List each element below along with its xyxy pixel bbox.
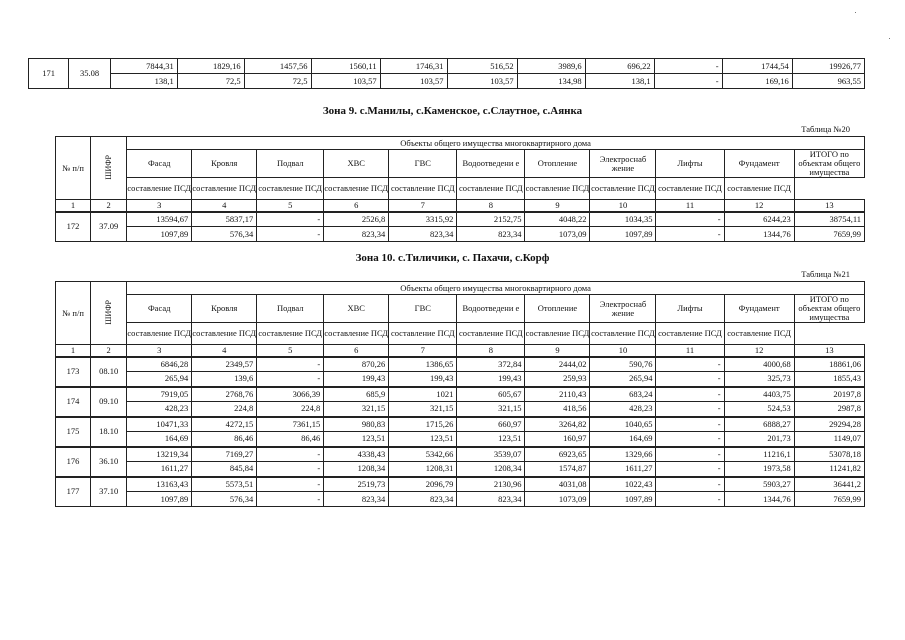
header-index: 12 — [724, 200, 794, 212]
cost-cell: - — [257, 372, 324, 387]
cost-cell: 103,57 — [311, 74, 380, 89]
cost-cell: 1034,35 — [590, 212, 656, 227]
cost-cell: 7919,05 — [127, 387, 192, 402]
cost-cell: 13163,43 — [127, 477, 192, 492]
header-index: 4 — [192, 200, 257, 212]
cost-cell: 1208,34 — [457, 462, 525, 477]
header-column: Лифты — [656, 295, 724, 323]
cost-cell: 2096,79 — [389, 477, 457, 492]
header-column: Фасад — [127, 295, 192, 323]
cost-cell: 1855,43 — [794, 372, 864, 387]
cost-cell: 86,46 — [192, 432, 257, 447]
header-index: 10 — [590, 345, 656, 357]
cost-cell: 685,9 — [324, 387, 389, 402]
header-sub: составление ПСД — [724, 178, 794, 200]
header-index: 11 — [656, 200, 724, 212]
cost-cell: 1744,54 — [722, 59, 792, 74]
header-sub: составление ПСД — [525, 323, 590, 345]
cost-cell: 823,34 — [457, 227, 525, 242]
cost-cell: 3066,39 — [257, 387, 324, 402]
cost-cell: 1073,09 — [525, 227, 590, 242]
header-column: Водоотведени е — [457, 150, 525, 178]
header-column: ХВС — [324, 150, 389, 178]
cost-cell: 3315,92 — [389, 212, 457, 227]
cost-cell: - — [656, 227, 724, 242]
header-column: ХВС — [324, 295, 389, 323]
row-code: 36.10 — [91, 447, 127, 477]
table-row — [56, 432, 865, 447]
table-row — [56, 477, 865, 492]
cost-cell: 13594,67 — [127, 212, 192, 227]
cost-cell: 2768,76 — [192, 387, 257, 402]
scan-dot — [855, 12, 856, 13]
table-row — [56, 212, 865, 227]
header-sub: составление ПСД — [324, 323, 389, 345]
cost-cell: 3989,6 — [517, 59, 585, 74]
header-index: 2 — [91, 345, 127, 357]
cost-cell: - — [257, 357, 324, 372]
cost-cell: - — [257, 447, 324, 462]
header-index: 13 — [794, 200, 864, 212]
cost-cell: 372,84 — [457, 357, 525, 372]
cost-cell: 5903,27 — [724, 477, 794, 492]
cost-cell: 72,5 — [244, 74, 311, 89]
cost-cell: 11216,1 — [724, 447, 794, 462]
table-row — [29, 59, 865, 74]
cost-cell: 524,53 — [724, 402, 794, 417]
cost-cell: - — [656, 402, 724, 417]
header-sub: составление ПСД — [257, 323, 324, 345]
cost-cell: 3539,07 — [457, 447, 525, 462]
header-group-row — [56, 282, 865, 295]
header-index-row — [56, 200, 865, 212]
cost-cell: 6888,27 — [724, 417, 794, 432]
cost-cell: 1073,09 — [525, 492, 590, 507]
header-index: 1 — [56, 200, 91, 212]
cost-cell: 321,15 — [457, 402, 525, 417]
header-index: 7 — [389, 345, 457, 357]
cost-cell: 1746,31 — [380, 59, 447, 74]
cost-cell: 1344,76 — [724, 227, 794, 242]
cost-cell: 5837,17 — [192, 212, 257, 227]
header-index: 10 — [590, 200, 656, 212]
cost-cell: 103,57 — [380, 74, 447, 89]
row-number: 175 — [56, 417, 91, 447]
cost-cell: 823,34 — [324, 227, 389, 242]
table-row — [56, 447, 865, 462]
header-column: Лифты — [656, 150, 724, 178]
cost-cell: 4338,43 — [324, 447, 389, 462]
cost-cell: 1611,27 — [127, 462, 192, 477]
header-group: Объекты общего имущества многоквартирного дома — [127, 282, 865, 295]
header-index-row — [56, 345, 865, 357]
header-index: 6 — [324, 345, 389, 357]
cost-cell: 576,34 — [192, 227, 257, 242]
cost-cell: 1329,66 — [590, 447, 656, 462]
cost-cell: 980,83 — [324, 417, 389, 432]
header-sub: составление ПСД — [257, 178, 324, 200]
cost-cell: 418,56 — [525, 402, 590, 417]
scan-dot — [889, 38, 890, 39]
cost-cell: 2987,8 — [794, 402, 864, 417]
header-index: 9 — [525, 200, 590, 212]
header-num: № п/п — [56, 137, 91, 200]
cost-cell: 3264,82 — [525, 417, 590, 432]
cost-cell: 1386,65 — [389, 357, 457, 372]
cost-cell: 963,55 — [792, 74, 864, 89]
header-columns-row — [56, 295, 865, 323]
header-column: Фундамент — [724, 295, 794, 323]
cost-cell: 823,34 — [324, 492, 389, 507]
header-column: Отопление — [525, 150, 590, 178]
cost-cell: 7844,31 — [110, 59, 177, 74]
header-index: 5 — [257, 345, 324, 357]
header-sub-row — [56, 178, 865, 200]
cost-cell: 1208,31 — [389, 462, 457, 477]
cost-cell: 139,6 — [192, 372, 257, 387]
header-index: 8 — [457, 200, 525, 212]
header-column: ИТОГО по объектам общего имущества — [794, 295, 864, 323]
cost-cell: 845,84 — [192, 462, 257, 477]
row-number: 177 — [56, 477, 91, 507]
cost-cell: 72,5 — [177, 74, 244, 89]
header-index: 6 — [324, 200, 389, 212]
header-index: 5 — [257, 200, 324, 212]
header-sub: составление ПСД — [656, 323, 724, 345]
cost-cell: 138,1 — [585, 74, 654, 89]
header-group-row — [56, 137, 865, 150]
cost-cell: 259,93 — [525, 372, 590, 387]
cost-cell: 823,34 — [457, 492, 525, 507]
zone10-table-number: Таблица №21 — [801, 269, 850, 279]
row-number: 174 — [56, 387, 91, 417]
cost-cell: 29294,28 — [794, 417, 864, 432]
header-index: 7 — [389, 200, 457, 212]
zone9-table — [55, 136, 865, 242]
header-index: 1 — [56, 345, 91, 357]
row-code: 37.09 — [91, 212, 127, 242]
cost-cell: - — [656, 477, 724, 492]
cost-cell: 123,51 — [324, 432, 389, 447]
cost-cell: 321,15 — [389, 402, 457, 417]
header-column: ГВС — [389, 295, 457, 323]
header-code — [91, 282, 127, 345]
cost-cell: 201,73 — [724, 432, 794, 447]
cost-cell: 1560,11 — [311, 59, 380, 74]
cost-cell: - — [654, 59, 722, 74]
cost-cell: 1149,07 — [794, 432, 864, 447]
cost-cell: 6244,23 — [724, 212, 794, 227]
header-sub: составление ПСД — [192, 178, 257, 200]
header-index: 8 — [457, 345, 525, 357]
cost-cell: 4048,22 — [525, 212, 590, 227]
cost-cell: 199,43 — [457, 372, 525, 387]
header-column: Подвал — [257, 295, 324, 323]
cost-cell: 1715,26 — [389, 417, 457, 432]
cost-cell: - — [257, 492, 324, 507]
cost-cell: 1040,65 — [590, 417, 656, 432]
header-index: 9 — [525, 345, 590, 357]
cost-cell: 38754,11 — [794, 212, 864, 227]
header-column: Кровля — [192, 295, 257, 323]
cost-cell: 321,15 — [324, 402, 389, 417]
zone9-title: Зона 9. с.Манилы, с.Каменское, с.Слаутное, с.Аянка — [322, 105, 583, 117]
header-sub-row — [56, 323, 865, 345]
cost-cell: 4031,08 — [525, 477, 590, 492]
row-number: 176 — [56, 447, 91, 477]
cost-cell: - — [656, 357, 724, 372]
cost-cell: 5573,51 — [192, 477, 257, 492]
header-sub: составление ПСД — [127, 178, 192, 200]
header-code-label: ШИФР — [104, 154, 114, 180]
cost-cell: 7169,27 — [192, 447, 257, 462]
cost-cell: 4272,15 — [192, 417, 257, 432]
header-column: Кровля — [192, 150, 257, 178]
cost-cell: 696,22 — [585, 59, 654, 74]
cost-cell: 224,8 — [257, 402, 324, 417]
top-table — [28, 58, 865, 89]
cost-cell: 605,67 — [457, 387, 525, 402]
header-column: ИТОГО по объектам общего имущества — [794, 150, 864, 178]
header-column: Водоотведени е — [457, 295, 525, 323]
cost-cell: 7361,15 — [257, 417, 324, 432]
cost-cell: 1021 — [389, 387, 457, 402]
zone10-title: Зона 10. с.Тиличики, с. Пахачи, с.Корф — [355, 252, 550, 264]
cost-cell: 7659,99 — [794, 492, 864, 507]
header-sub: составление ПСД — [590, 178, 656, 200]
cost-cell: 36441,2 — [794, 477, 864, 492]
cost-cell: 18861,06 — [794, 357, 864, 372]
cost-cell: 2526,8 — [324, 212, 389, 227]
cost-cell: 1097,89 — [590, 492, 656, 507]
cost-cell: 4000,68 — [724, 357, 794, 372]
cost-cell: - — [656, 417, 724, 432]
cost-cell: 123,51 — [457, 432, 525, 447]
cost-cell: 516,52 — [447, 59, 517, 74]
header-columns-row — [56, 150, 865, 178]
header-code-label: ШИФР — [104, 299, 114, 325]
header-index: 3 — [127, 345, 192, 357]
cost-cell: 2130,96 — [457, 477, 525, 492]
cost-cell: - — [257, 227, 324, 242]
cost-cell: 2349,57 — [192, 357, 257, 372]
cost-cell: 590,76 — [590, 357, 656, 372]
cost-cell: 870,26 — [324, 357, 389, 372]
table-row — [56, 372, 865, 387]
cost-cell: 138,1 — [110, 74, 177, 89]
cost-cell: 1829,16 — [177, 59, 244, 74]
cost-cell: 2519,73 — [324, 477, 389, 492]
cost-cell: 1574,87 — [525, 462, 590, 477]
cost-cell: 1097,89 — [590, 227, 656, 242]
cost-cell: 1457,56 — [244, 59, 311, 74]
header-sub: составление ПСД — [127, 323, 192, 345]
cost-cell: 576,34 — [192, 492, 257, 507]
header-sub: составление ПСД — [192, 323, 257, 345]
cost-cell: 164,69 — [127, 432, 192, 447]
row-code: 18.10 — [91, 417, 127, 447]
cost-cell: 2110,43 — [525, 387, 590, 402]
row-code: 37.10 — [91, 477, 127, 507]
cost-cell: - — [257, 212, 324, 227]
table-row — [56, 402, 865, 417]
header-sub: составление ПСД — [590, 323, 656, 345]
cost-cell: 123,51 — [389, 432, 457, 447]
row-number: 172 — [56, 212, 91, 242]
table-row — [56, 417, 865, 432]
cost-cell: - — [257, 462, 324, 477]
cost-cell: 4403,75 — [724, 387, 794, 402]
cost-cell: 1097,89 — [127, 492, 192, 507]
header-code — [91, 137, 127, 200]
header-column: Фасад — [127, 150, 192, 178]
zone10-table — [55, 281, 865, 507]
cost-cell: 19926,77 — [792, 59, 864, 74]
cost-cell: 169,16 — [722, 74, 792, 89]
cost-cell: 53078,18 — [794, 447, 864, 462]
cost-cell: 683,24 — [590, 387, 656, 402]
cost-cell: - — [656, 372, 724, 387]
cost-cell: 265,94 — [127, 372, 192, 387]
cost-cell: 6846,28 — [127, 357, 192, 372]
cost-cell: 10471,33 — [127, 417, 192, 432]
zone9-table-number: Таблица №20 — [801, 124, 850, 134]
cost-cell: - — [656, 432, 724, 447]
table-row — [56, 357, 865, 372]
header-index: 13 — [794, 345, 864, 357]
cost-cell: 199,43 — [389, 372, 457, 387]
cost-cell: 224,8 — [192, 402, 257, 417]
row-code: 08.10 — [91, 357, 127, 387]
table-row — [56, 492, 865, 507]
cost-cell: 86,46 — [257, 432, 324, 447]
cost-cell: 660,97 — [457, 417, 525, 432]
header-index: 12 — [724, 345, 794, 357]
cost-cell: 160,97 — [525, 432, 590, 447]
header-num: № п/п — [56, 282, 91, 345]
header-column: ГВС — [389, 150, 457, 178]
cost-cell: - — [656, 447, 724, 462]
header-index: 11 — [656, 345, 724, 357]
cost-cell: 823,34 — [389, 227, 457, 242]
table-row — [56, 387, 865, 402]
header-column: Электроснаб жение — [590, 295, 656, 323]
cost-cell: 1973,58 — [724, 462, 794, 477]
cost-cell: 428,23 — [590, 402, 656, 417]
header-index: 3 — [127, 200, 192, 212]
header-column: Электроснаб жение — [590, 150, 656, 178]
cost-cell: 6923,65 — [525, 447, 590, 462]
header-sub: составление ПСД — [389, 178, 457, 200]
row-number: 173 — [56, 357, 91, 387]
cost-cell: 1611,27 — [590, 462, 656, 477]
cost-cell: 5342,66 — [389, 447, 457, 462]
cost-cell: 1022,43 — [590, 477, 656, 492]
cost-cell: - — [257, 477, 324, 492]
cost-cell: 20197,8 — [794, 387, 864, 402]
cost-cell: 11241,82 — [794, 462, 864, 477]
cost-cell: 2152,75 — [457, 212, 525, 227]
header-sub: составление ПСД — [656, 178, 724, 200]
cost-cell: 103,57 — [447, 74, 517, 89]
table-row — [29, 74, 865, 89]
cost-cell: 199,43 — [324, 372, 389, 387]
header-column: Отопление — [525, 295, 590, 323]
header-column: Фундамент — [724, 150, 794, 178]
cost-cell: 1097,89 — [127, 227, 192, 242]
header-sub: составление ПСД — [457, 323, 525, 345]
header-sub: составление ПСД — [457, 178, 525, 200]
cost-cell: - — [656, 212, 724, 227]
row-number: 171 — [29, 59, 69, 89]
row-code: 35.08 — [69, 59, 110, 89]
cost-cell: 134,98 — [517, 74, 585, 89]
header-sub: составление ПСД — [324, 178, 389, 200]
header-index: 4 — [192, 345, 257, 357]
header-sub: составление ПСД — [724, 323, 794, 345]
cost-cell: - — [656, 387, 724, 402]
cost-cell: - — [656, 462, 724, 477]
cost-cell: 1208,34 — [324, 462, 389, 477]
cost-cell: 13219,34 — [127, 447, 192, 462]
cost-cell: 2444,02 — [525, 357, 590, 372]
cost-cell: 428,23 — [127, 402, 192, 417]
cost-cell: 1344,76 — [724, 492, 794, 507]
cost-cell: 164,69 — [590, 432, 656, 447]
header-column: Подвал — [257, 150, 324, 178]
cost-cell: 7659,99 — [794, 227, 864, 242]
header-index: 2 — [91, 200, 127, 212]
cost-cell: 325,73 — [724, 372, 794, 387]
cost-cell: - — [654, 74, 722, 89]
table-row — [56, 227, 865, 242]
header-sub: составление ПСД — [389, 323, 457, 345]
row-code: 09.10 — [91, 387, 127, 417]
cost-cell: 265,94 — [590, 372, 656, 387]
header-group: Объекты общего имущества многоквартирного дома — [127, 137, 865, 150]
cost-cell: - — [656, 492, 724, 507]
cost-cell: 823,34 — [389, 492, 457, 507]
header-sub: составление ПСД — [525, 178, 590, 200]
table-row — [56, 462, 865, 477]
